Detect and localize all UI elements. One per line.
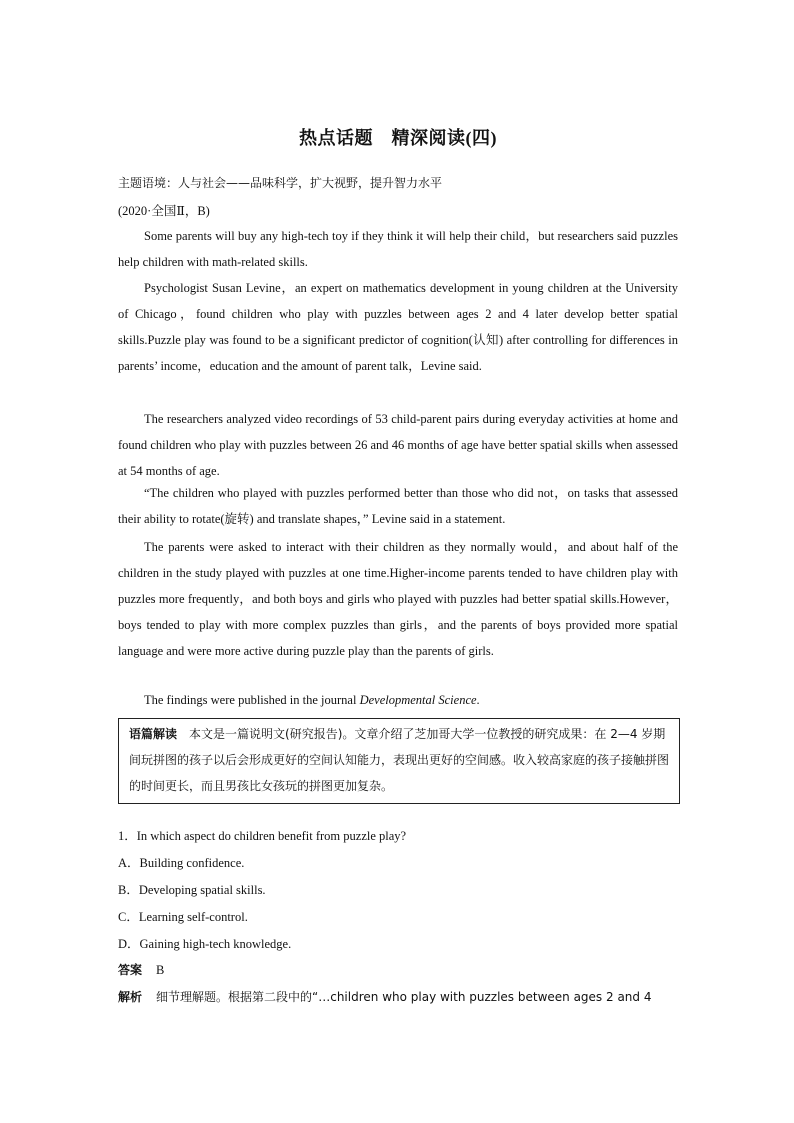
paragraph-6-prefix: The findings were published in the journal — [144, 693, 360, 707]
theme-line: 主题语境：人与社会——品味科学，扩大视野，提升智力水平 — [118, 176, 443, 190]
answer-value: B — [156, 963, 165, 977]
analysis-label: 语篇解读 — [129, 727, 178, 741]
paragraph-4 — [118, 480, 678, 532]
explanation-label: 解析 — [118, 990, 143, 1004]
analysis-text: 本文是一篇说明文(研究报告)。文章介绍了芝加哥大学一位教授的研究成果：在 2—4 岁期间玩拼图的孩子以后会形成更好的空间认知能力，表现出更好的空间感。收入较高家庭的孩子接触拼图的时间更长，而且男孩比女孩玩的拼图更加复杂。 — [129, 727, 670, 793]
option-b: B．Developing spatial skills. — [118, 883, 266, 897]
paragraph-5-text: The parents were asked to interact with their children as they normally would，and about half of the children in the study played with puzzles at one time.Higher-income parents tended to have children play with puzzles more frequently，and both boys and girls who played with puzzles had better spatial skills.However，boys tended to play with more complex puzzles than girls，and the parents of boys provided more spatial language and were more active during puzzle play than the parents of girls. — [118, 540, 678, 658]
paragraph-1 — [118, 223, 678, 275]
analysis-box — [118, 718, 680, 804]
option-d: D．Gaining high-tech knowledge. — [118, 937, 292, 951]
explanation-text: 细节理解题。根据第二段中的“…children who play with puzzles between ages 2 and 4 — [156, 990, 652, 1004]
paragraph-3 — [118, 406, 678, 484]
option-a: A．Building confidence. — [118, 856, 245, 870]
question-stem: 1．In which aspect do children benefit from puzzle play? — [118, 829, 407, 843]
paragraph-1-text: Some parents will buy any high-tech toy if they think it will help their child，but researchers said puzzles help children with math-related skills. — [118, 229, 678, 269]
answer-label: 答案 — [118, 963, 143, 977]
paragraph-2-text: Psychologist Susan Levine，an expert on mathematics development in young children at the University of Chicago，found children who play with puzzles between ages 2 and 4 later develop better spatial skills.Puzzle play was found to be a significant predictor of cognition(认知) after controlling for differences in parents’ income，education and the amount of parent talk，Levine said. — [118, 281, 678, 373]
answer-line — [118, 961, 164, 978]
option-c: C．Learning self-control. — [118, 910, 248, 924]
paragraph-5 — [118, 534, 678, 664]
page-title: 热点话题 精深阅读(四) — [299, 128, 497, 148]
paragraph-4-text: “The children who played with puzzles performed better than those who did not，on tasks that assessed their ability to rotate(旋转) and translate shapes，” Levine said in a statement. — [118, 486, 678, 526]
journal-name: Developmental Science — [359, 693, 477, 707]
explanation-line — [118, 988, 651, 1005]
source-line: (2020·全国Ⅱ，B) — [118, 204, 210, 218]
paragraph-6 — [118, 687, 678, 713]
paragraph-6-suffix: . — [476, 693, 480, 707]
paragraph-2 — [118, 275, 678, 379]
paragraph-3-text: The researchers analyzed video recordings of 53 child-parent pairs during everyday activities at home and found children who play with puzzles between 26 and 46 months of age have better spatial skills when assessed at 54 months of age. — [118, 412, 678, 478]
